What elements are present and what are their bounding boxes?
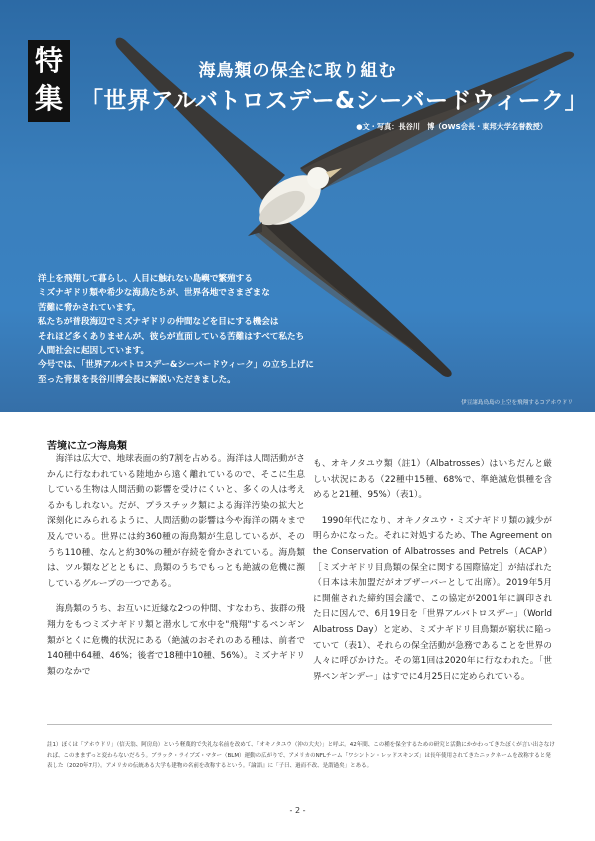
feature-badge xyxy=(28,40,70,122)
lead-line: 今号では、「世界アルバトロスデー&シーバードウィーク」の立ち上げに xyxy=(38,360,314,371)
lead-line: 人間社会に起因しています。 xyxy=(38,346,150,357)
lead-line: 洋上を飛翔して暮らし、人目に触れない島嶼で繁殖する xyxy=(38,274,253,284)
paragraph: 海洋は広大で、地球表面の約7割を占める。海洋は人間活動がさかんに行なわれている陸地から遠く離れているので、そこに生息している生物は人間活動の影響を受けにくいと、多くの人は考えるかもしれない。だが、プラスチック類による海洋汚染の拡大と深刻化にみられるように、人間活動の影響は今や海洋の隅々まで及んでいる。世界には約360種の海鳥類が生息しているが、そのうち110種、なんと約30%の種が存続を脅かされている。海鳥類は、ツル類などとともに、鳥類のうちでもっとも絶滅の危機に瀕しているグループの一つである。 xyxy=(47,454,305,589)
article-title: 「世界アルバトロスデー&シーバードウィーク」 xyxy=(80,88,589,114)
footnote: 註1）ぼくは「アホウドリ」（信天翁、阿房鳥）という軽蔑的で失礼な名前を改めて、「オキノタユウ（沖の大夫）」と呼ぶ。42年間、この種を保全するための研究と活動にかかわってきたぼくが言い出さなければ、このままずっと変わらないだろう。ブラック・ライブズ・マター（BLM）運動の広がりで、アメリカのNFLチーム「ワシントン・レッドスキンズ」は長年使用されてきたニックネームを改称すると発表した（2020年7月）。アメリカの伝統ある大学も建物の名前を改称するという。『論語』に「子曰、過而不改、是謂過矣」とある。 xyxy=(47,742,555,769)
lead-line: 苦難に脅かされています。 xyxy=(38,302,141,313)
lead-line: それほど多くありませんが、彼らが直面している苦難はすべて私たち xyxy=(38,331,305,342)
article-subtitle: 海鳥類の保全に取り組む xyxy=(198,61,397,81)
photo-caption: 伊豆諸島鳥島の上空を飛翔するコアホウドリ xyxy=(461,400,573,406)
footnote-divider xyxy=(47,724,552,725)
article-column-right xyxy=(313,457,552,685)
lead-line: ミズナギドリ類や希少な海鳥たちが、世界各地でさまざまな xyxy=(38,288,270,299)
hero-photo xyxy=(0,0,595,412)
lead-line: 私たちが普段海辺でミズナギドリの仲間などを目にする機会は xyxy=(38,317,279,328)
badge-char-2: 集 xyxy=(34,82,63,115)
lead-text xyxy=(38,272,368,387)
paragraph: 海鳥類のうち、お互いに近縁な2つの仲間、すなわち、抜群の飛翔力をもつミズナギドリ類と潜水して水中を"飛翔"するペンギン類がとくに危機的状況にある（絶滅のおそれのある種は、前者で140種中64種、46%；後者で18種中10種、56%）。ミズナギドリ類のなかで xyxy=(47,604,305,677)
section-heading: 苦境に立つ海鳥類 xyxy=(47,441,127,452)
paragraph: も、オキノタユウ類（註1）（Albatrosses）はいちだんと厳しい状況にある（22種中15種、68%で、準絶滅危惧種を含めると21種、95%）（表1）。 xyxy=(313,459,552,501)
author-credit: ●文・写真：長谷川 博（OWS会長・東邦大学名誉教授） xyxy=(356,122,547,131)
lead-line: 至った背景を長谷川博会長に解説いただきました。 xyxy=(38,374,236,385)
article-column-left xyxy=(47,452,305,680)
paragraph: 1990年代になり、オキノタユウ・ミズナギドリ類の減少が明らかになった。それに対処するため、The Agreement on the Conservation of Albatrosses and Petrels（ACAP）［ミズナギドリ目鳥類の保全に関する国際協定］が結ばれた（日本は未加盟だがオブザーバーとして出席）。2019年5月に開催された締約国会議で、この協定が2001年に調印された日に因んで、6月19日を「世界アルバトロスデー」（World Albatross Day）と定め、ミズナギドリ目鳥類が窮状に陥っていて（表1）、それらの保全活動が急務であることを世界の人々に呼びかけた。その第1回は2020年に行なわれた。「世界ペンギンデー」はすでに4月25日に定められている。 xyxy=(313,515,552,682)
badge-char-1: 特 xyxy=(34,44,63,77)
page-number: - 2 - xyxy=(289,806,306,815)
